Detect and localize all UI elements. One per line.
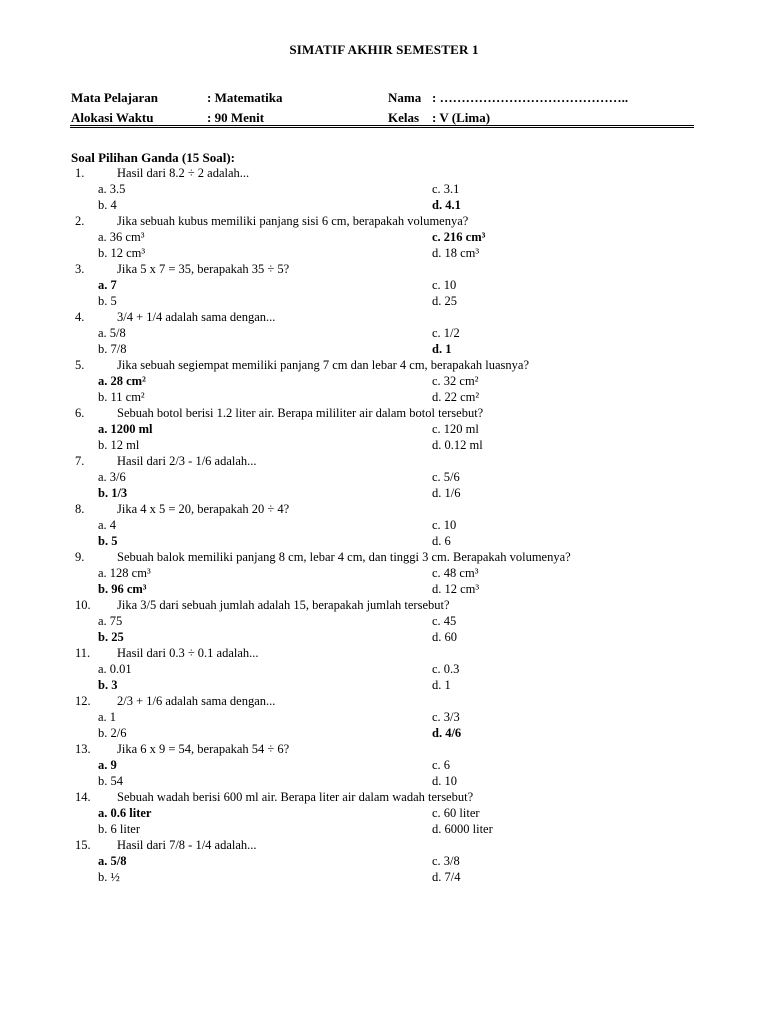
option-row [0,518,768,534]
option-row [0,774,768,790]
class-label: Kelas [388,110,420,125]
question-number: 8. [75,502,85,516]
option-d: d. 25 [432,294,457,308]
question-row [0,166,768,182]
question-row [0,214,768,230]
question-row [0,358,768,374]
header-divider [70,125,694,128]
page-title: SIMATIF AKHIR SEMESTER 1 [289,42,479,57]
option-c: c. 3/8 [432,854,460,868]
option-c: c. 32 cm² [432,374,479,388]
option-c: c. 6 [432,758,451,772]
option-row [0,294,768,310]
option-b: b. 12 cm³ [98,246,146,260]
question-row [0,598,768,614]
option-row [0,854,768,870]
question-text: 2/3 + 1/6 adalah sama dengan... [117,694,276,708]
option-a: a. 5/8 [98,854,127,868]
option-d: d. 7/4 [432,870,461,884]
option-c: c. 3/3 [432,710,460,724]
question-text: Hasil dari 8.2 ÷ 2 adalah... [117,166,250,180]
question-text: Hasil dari 2/3 - 1/6 adalah... [117,454,257,468]
option-row [0,534,768,550]
option-row [0,198,768,214]
time-value: : 90 Menit [207,110,265,125]
option-b: b. 96 cm³ [98,582,147,596]
question-number: 1. [75,166,85,180]
option-a: a. 1 [98,710,117,724]
question-number: 12. [75,694,91,708]
option-d: d. 1 [432,678,451,692]
option-c: c. 60 liter [432,806,480,820]
question-number: 5. [75,358,85,372]
option-d: d. 1 [432,342,452,356]
question-number: 14. [75,790,91,804]
name-label: Nama [388,90,422,105]
option-row [0,374,768,390]
question-item [0,646,768,694]
question-text: Sebuah wadah berisi 600 ml air. Berapa liter air dalam wadah tersebut? [117,790,474,804]
question-item [0,166,768,214]
question-text: 3/4 + 1/4 adalah sama dengan... [117,310,276,324]
option-b: b. 4 [98,198,117,212]
option-c: c. 45 [432,614,457,628]
question-item [0,454,768,502]
option-c: c. 120 ml [432,422,479,436]
option-row [0,422,768,438]
option-b: b. 6 liter [98,822,141,836]
subject-label: Mata Pelajaran [71,90,159,105]
option-a: a. 9 [98,758,117,772]
option-row [0,870,768,886]
question-item [0,598,768,646]
question-row [0,262,768,278]
option-d: d. 1/6 [432,486,461,500]
question-list [0,166,768,886]
question-number: 15. [75,838,91,852]
option-b: b. 5 [98,294,117,308]
option-b: b. 2/6 [98,726,127,740]
section-title: Soal Pilihan Ganda (15 Soal): [71,150,235,165]
option-d: d. 4/6 [432,726,462,740]
question-item [0,502,768,550]
question-number: 10. [75,598,91,612]
option-d: d. 4.1 [432,198,461,212]
question-number: 11. [75,646,91,660]
option-c: c. 48 cm³ [432,566,479,580]
option-d: d. 12 cm³ [432,582,480,596]
option-b: b. 12 ml [98,438,140,452]
option-row [0,758,768,774]
time-label: Alokasi Waktu [71,110,154,125]
option-a: a. 7 [98,278,117,292]
option-a: a. 4 [98,518,117,532]
option-row [0,246,768,262]
question-number: 3. [75,262,85,276]
option-row [0,630,768,646]
question-text: Jika 3/5 dari sebuah jumlah adalah 15, berapakah jumlah tersebut? [117,598,450,612]
class-value: : V (Lima) [432,110,491,125]
option-d: d. 60 [432,630,457,644]
question-row [0,454,768,470]
question-number: 13. [75,742,91,756]
option-a: a. 28 cm² [98,374,146,388]
option-row [0,486,768,502]
option-row [0,806,768,822]
question-number: 9. [75,550,85,564]
subject-value: : Matematika [207,90,283,105]
question-item [0,550,768,598]
option-row [0,278,768,294]
option-b: b. 5 [98,534,118,548]
question-text: Jika 6 x 9 = 54, berapakah 54 ÷ 6? [117,742,290,756]
option-c: c. 10 [432,278,457,292]
name-value: : …………………………………….. [432,90,629,105]
question-item [0,790,768,838]
question-text: Jika 5 x 7 = 35, berapakah 35 ÷ 5? [117,262,290,276]
question-text: Sebuah balok memiliki panjang 8 cm, lebar 4 cm, dan tinggi 3 cm. Berapakah volumenya? [117,550,571,564]
question-number: 7. [75,454,85,468]
option-row [0,582,768,598]
question-text: Hasil dari 0.3 ÷ 0.1 adalah... [117,646,259,660]
option-row [0,822,768,838]
option-d: d. 18 cm³ [432,246,480,260]
question-number: 2. [75,214,85,228]
question-row [0,838,768,854]
question-row [0,502,768,518]
option-row [0,390,768,406]
option-b: b. 11 cm² [98,390,145,404]
question-row [0,550,768,566]
question-text: Jika sebuah segiempat memiliki panjang 7 cm dan lebar 4 cm, berapakah luasnya? [117,358,530,372]
question-row [0,406,768,422]
option-a: a. 1200 ml [98,422,153,436]
question-row [0,742,768,758]
option-d: d. 6000 liter [432,822,493,836]
option-a: a. 5/8 [98,326,126,340]
option-a: a. 36 cm³ [98,230,145,244]
option-c: c. 0.3 [432,662,460,676]
question-row [0,646,768,662]
question-text: Jika 4 x 5 = 20, berapakah 20 ÷ 4? [117,502,290,516]
question-item [0,694,768,742]
option-b: b. ½ [98,870,120,884]
question-item [0,406,768,454]
option-a: a. 0.01 [98,662,132,676]
question-row [0,310,768,326]
option-row [0,726,768,742]
option-row [0,182,768,198]
option-row [0,438,768,454]
option-c: c. 10 [432,518,457,532]
question-item [0,838,768,886]
option-row [0,662,768,678]
question-row [0,694,768,710]
question-number: 6. [75,406,85,420]
option-row [0,470,768,486]
option-c: c. 5/6 [432,470,460,484]
option-b: b. 25 [98,630,124,644]
option-b: b. 54 [98,774,123,788]
question-text: Hasil dari 7/8 - 1/4 adalah... [117,838,257,852]
question-row [0,790,768,806]
option-d: d. 0.12 ml [432,438,483,452]
option-a: a. 3.5 [98,182,126,196]
option-b: b. 3 [98,678,118,692]
question-item [0,214,768,262]
question-text: Sebuah botol berisi 1.2 liter air. Berapa mililiter air dalam botol tersebut? [117,406,484,420]
option-row [0,230,768,246]
option-row [0,342,768,358]
option-row [0,710,768,726]
option-b: b. 7/8 [98,342,127,356]
option-d: d. 22 cm² [432,390,480,404]
option-d: d. 10 [432,774,457,788]
question-number: 4. [75,310,85,324]
option-a: a. 0.6 liter [98,806,152,820]
option-c: c. 1/2 [432,326,460,340]
option-a: a. 75 [98,614,123,628]
question-item [0,742,768,790]
question-item [0,310,768,358]
option-a: a. 128 cm³ [98,566,151,580]
question-item [0,262,768,310]
option-a: a. 3/6 [98,470,126,484]
option-row [0,678,768,694]
option-c: c. 3.1 [432,182,460,196]
option-d: d. 6 [432,534,451,548]
option-row [0,614,768,630]
option-c: c. 216 cm³ [432,230,486,244]
option-row [0,326,768,342]
question-text: Jika sebuah kubus memiliki panjang sisi 6 cm, berapakah volumenya? [117,214,469,228]
option-row [0,566,768,582]
question-item [0,358,768,406]
option-b: b. 1/3 [98,486,128,500]
